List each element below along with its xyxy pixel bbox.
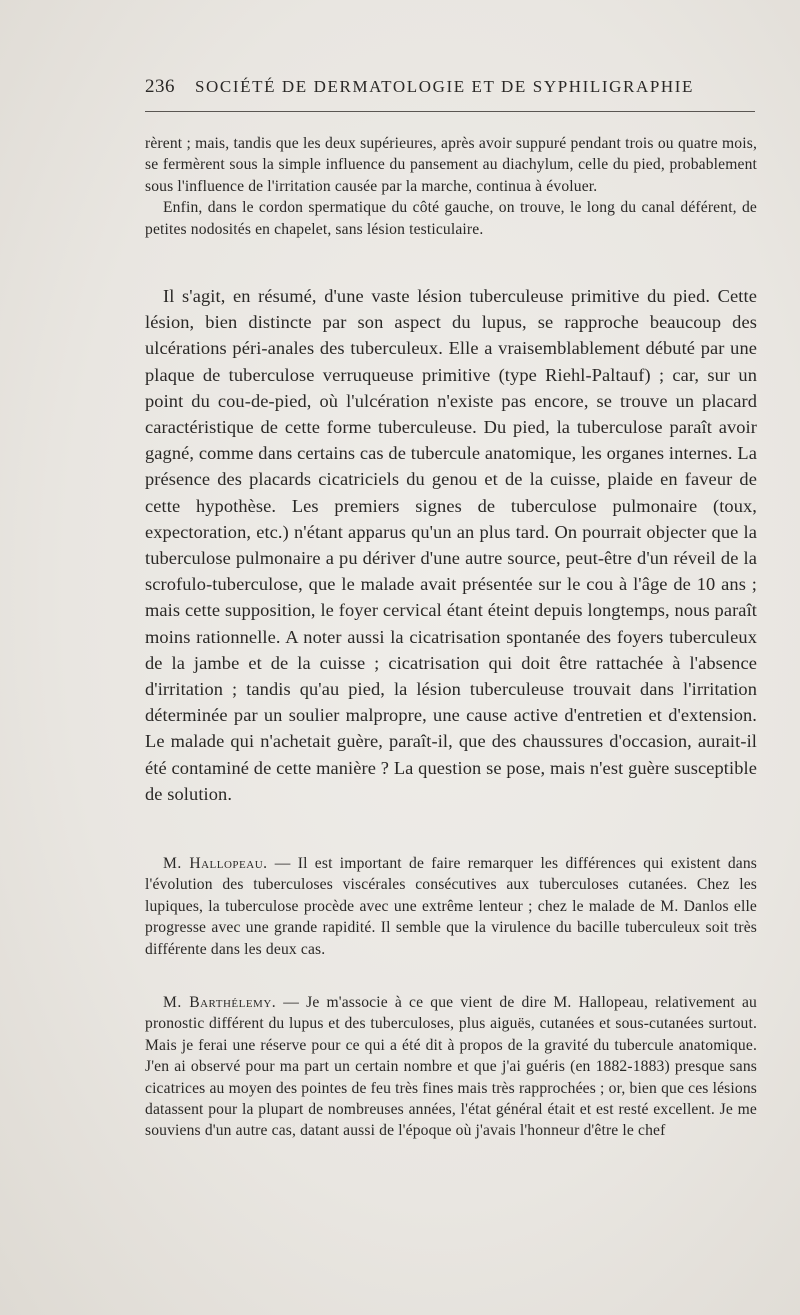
- hallopeau-paragraph: [145, 853, 757, 960]
- page-number: 236: [145, 76, 175, 97]
- case-summary: [145, 283, 757, 807]
- speaker-name: M. Hallopeau.: [163, 855, 268, 872]
- remark-text: — Il est important de faire remarquer les différences qui existent dans l'évolution des tuberculoses viscérales consécutives aux tuberculoses cutanées. Chez les lupiques, la tuberculose procède avec une extrême lenteur ; chez le malade de M. Danlos elle progresse avec une grande rapidité. Il semble que la virulence du bacille tuberculeux soit très différente dans les deux cas.: [145, 855, 758, 958]
- hallopeau-remark: [145, 853, 757, 960]
- speaker-name: M. Barthélemy.: [163, 994, 277, 1011]
- paragraph-continuation: rèrent ; mais, tandis que les deux supérieures, après avoir suppuré pendant trois ou quatre mois, se fermèrent sous la simple influence du pansement au diachylum, celle du pied, probablement sous l'influence de l'irritation causée par la marche, continua à évoluer.: [145, 135, 757, 195]
- running-title: SOCIÉTÉ DE DERMATOLOGIE ET DE SYPHILIGRAPHIE: [195, 77, 695, 96]
- barthelemy-remark: [145, 992, 757, 1142]
- paragraph-spermatic-cord: Enfin, dans le cordon spermatique du côté gauche, on trouve, le long du canal déférent, de petites nodosités en chapelet, sans lésion testiculaire.: [145, 199, 757, 238]
- remark-text: — Je m'associe à ce que vient de dire M. Hallopeau, relativement au pronostic différent du lupus et des tuberculoses, plus aiguës, cutanées et sous-cutanées surtout. Mais je ferai une réserve pour ce qui a été dit à propos de la gravité du tubercule anatomique. J'en ai observé pour ma part un certain nombre et que j'ai guéris (en 1882-1883) presque sans cicatrices au moyen des pointes de feu très fines mais très rapprochées ; or, bien que ces lésions datassent pour la plupart de nombreuses années, l'état général était et est resté excellent. Je me souviens d'un autre cas, datant aussi de l'époque où j'avais l'honneur d'être le chef: [145, 994, 757, 1140]
- running-header: [145, 76, 755, 98]
- case-observation-end: [145, 133, 757, 240]
- header-rule: [145, 111, 755, 112]
- paragraph-summary: Il s'agit, en résumé, d'une vaste lésion tuberculeuse primitive du pied. Cette lésion, bien distincte par son aspect du lupus, se rapproche beaucoup des ulcérations péri-anales des tuberculeux. Elle a vraisemblablement débuté par une plaque de tuberculose verruqueuse primitive (type Riehl-Paltauf) ; car, sur un point du cou-de-pied, où l'ulcération n'existe pas encore, se trouve un placard caractéristique de cette forme tuberculeuse. Du pied, la tuberculose paraît avoir gagné, comme dans certains cas de tubercule anatomique, les organes internes. La présence des placards cicatriciels du genou et de la cuisse, plaide en faveur de cette hypothèse. Les premiers signes de tuberculose pulmonaire (toux, expectoration, etc.) n'étant apparus qu'un an plus tard. On pourrait objecter que la tuberculose pulmonaire a pu dériver d'une autre source, peut-être d'un réveil de la scrofulo-tuberculose, que le malade avait présentée sur le cou à l'âge de 10 ans ; mais cette supposition, le foyer cervical étant éteint depuis longtemps, nous paraît moins rationnelle. A noter aussi la cicatrisation spontanée des foyers tuberculeux de la jambe et de la cuisse ; cicatrisation qui doit être rattachée à l'absence d'irritation ; tandis qu'au pied, la lésion tuberculeuse trouvait dans l'irritation déterminée par un soulier malpropre, une cause active d'entretien et d'extension. Le malade qui n'achetait guère, paraît-il, que des chaussures d'occasion, aurait-il été contaminé de cette manière ? La question se pose, mais n'est guère susceptible de solution.: [145, 286, 757, 804]
- barthelemy-paragraph: [145, 992, 757, 1142]
